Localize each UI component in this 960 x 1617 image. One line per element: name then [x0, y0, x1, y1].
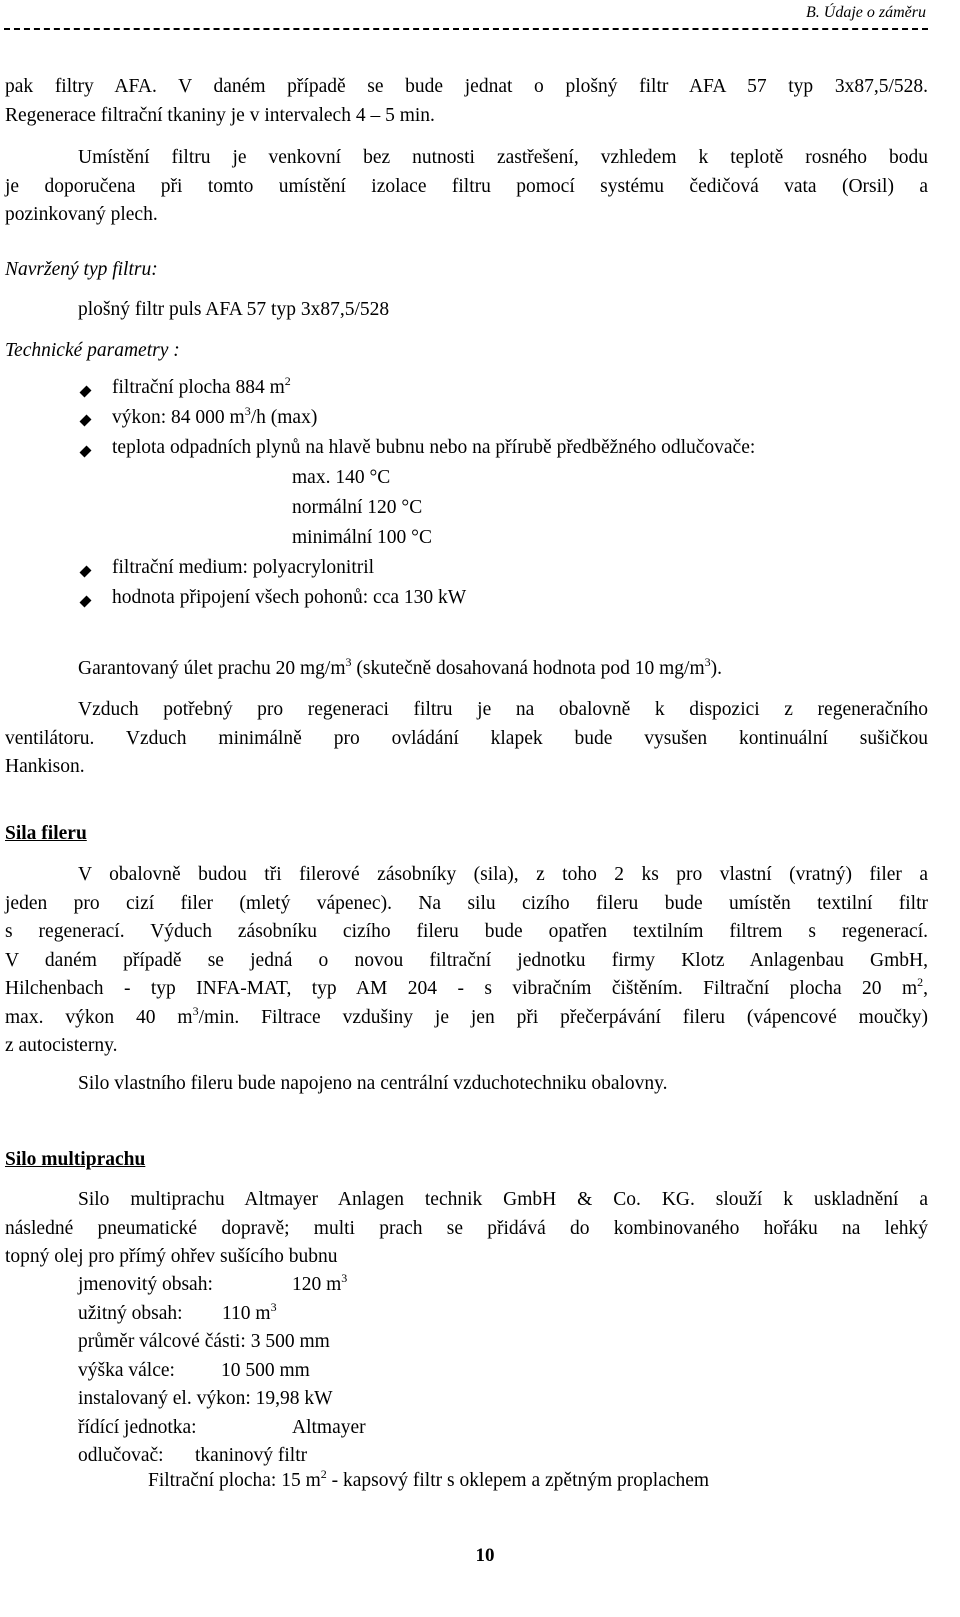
param-drives: hodnota připojení všech pohonů: cca 130 kW: [112, 587, 467, 608]
paragraph-line: max. výkon 40 $m^3/\min$. Filtrace vzdušiny je jen při přečerpávání fileru (vápencové moučky): [5, 1003, 928, 1028]
diamond-bullet-icon: [80, 386, 91, 397]
intro-line: Regenerace filtrační tkaniny je v intervalech 4 – 5 min.: [5, 104, 435, 126]
spec-height: výška válce: 10 500 mm: [78, 1359, 310, 1381]
spec-diameter: průměr válcové části: 3 500 mm: [78, 1331, 330, 1352]
filter-type-value: plošný filtr puls AFA 57 typ 3x87,5/528: [78, 299, 390, 320]
spec-installed-power: instalovaný el. výkon: 19,98 kW: [78, 1388, 333, 1409]
multidust-paragraph: [5, 1186, 928, 1272]
params-label: Technické parametry :: [5, 340, 180, 361]
intro-line: pak filtry AFA. V daném případě se bude jednat o plošný filtr AFA 57 typ 3x87,5/528.: [5, 76, 928, 97]
paragraph-line: z autocisterny.: [5, 1035, 118, 1056]
spec-control-unit: řídící jednotka: Altmayer: [78, 1416, 366, 1438]
paragraph-line: V daném případě se jedná o novou filtrační jednotku firmy Klotz Anlagenbau GmbH,: [5, 949, 928, 971]
placement-paragraph: [5, 144, 928, 230]
diamond-bullet-icon: [80, 566, 91, 577]
spec-nominal-volume: jmenovitý obsah: 120 $m^3$: [78, 1271, 348, 1295]
placement-line: Umístění filtru je venkovní bez nutnosti zastřešení, vzhledem k teplotě rosného bodu: [78, 147, 928, 168]
dust-guarantee: Garantovaný úlet prachu 20 $mg/m^3$ (skutečně dosahovaná hodnota pod 10 $mg/m^3$).: [78, 655, 722, 679]
diamond-bullet-icon: [80, 446, 91, 457]
spec-filter-area: Filtrační plocha: 15 $m^2$ - kapsový filtr s oklepem a zpětným proplachem: [148, 1467, 710, 1491]
running-header: B. Údaje o záměru: [806, 4, 926, 21]
spec-useful-volume: užitný obsah: 110 $m^3$: [78, 1299, 277, 1324]
paragraph-line: Hilchenbach - typ INFA-MAT, typ AM 204 - s vibračním čištěním. Filtrační plocha 20 $m^2$,: [5, 975, 928, 999]
param-temperature-min: minimální 100 °C: [292, 527, 432, 548]
paragraph-line: V obalovně budou tři filerové zásobníky (sila), z toho 2 ks pro vlastní (vratný) filer a: [78, 864, 928, 885]
param-temperature-max: max. 140 °C: [292, 467, 391, 488]
placement-line: je doporučena při tomto umístění izolace filtru pomocí systému čedičová vata (Orsil) a: [5, 175, 928, 197]
filler-paragraph: [5, 861, 928, 1061]
param-temperature: teplota odpadních plynů na hlavě bubnu nebo na přírubě předběžného odlučovače:: [112, 437, 756, 458]
diamond-bullet-icon: [80, 596, 91, 607]
paragraph-line: s regenerací. Výduch zásobníku cizího fileru bude opatřen textilním filtrem s regenerací.: [5, 921, 928, 942]
filter-type-label: Navržený typ filtru:: [5, 259, 158, 280]
page-number: 10: [475, 1545, 495, 1566]
param-filter-area: filtrační plocha 884 $m^2$: [112, 374, 291, 398]
paragraph-line: Silo multiprachu Altmayer Anlagen technik GmbH & Co. KG. slouží k uskladnění a: [78, 1189, 928, 1210]
diamond-bullet-icon: [80, 415, 91, 426]
paragraph-line: Hankison.: [5, 756, 85, 777]
header-divider: [4, 28, 928, 30]
paragraph-line: topný olej pro přímý ohřev sušícího bubnu: [5, 1246, 338, 1267]
param-power: výkon: 84 000 $m^3/h$ (max): [112, 404, 318, 428]
intro-paragraph: [5, 73, 928, 130]
regeneration-air-paragraph: [5, 696, 928, 782]
own-filler-note: Silo vlastního fileru bude napojeno na centrální vzduchotechniku obalovny.: [78, 1073, 668, 1094]
spec-separator: odlučovač: tkaninový filtr: [78, 1445, 308, 1466]
paragraph-line: Vzduch potřebný pro regeneraci filtru je na obalovně k dispozici z regeneračního: [78, 699, 928, 720]
section-heading-filler-silos: Sila fileru: [5, 823, 87, 844]
param-medium: filtrační medium: polyacrylonitril: [112, 557, 375, 578]
paragraph-line: ventilátoru. Vzduch minimálně pro ovládání klapek bude vysušen kontinuální sušičkou: [5, 727, 928, 749]
param-temperature-normal: normální 120 °C: [292, 497, 423, 518]
paragraph-line: následné pneumatické dopravě; multi prach se přidává do kombinovaného hořáku na lehký: [5, 1217, 928, 1239]
section-heading-multidust-silo: Silo multiprachu: [5, 1149, 146, 1170]
multidust-specs: [78, 1271, 928, 1471]
paragraph-line: jeden pro cizí filer (mletý vápenec). Na silu cizího fileru bude umístěn textilní filtr: [5, 892, 928, 914]
placement-line: pozinkovaný plech.: [5, 204, 158, 225]
